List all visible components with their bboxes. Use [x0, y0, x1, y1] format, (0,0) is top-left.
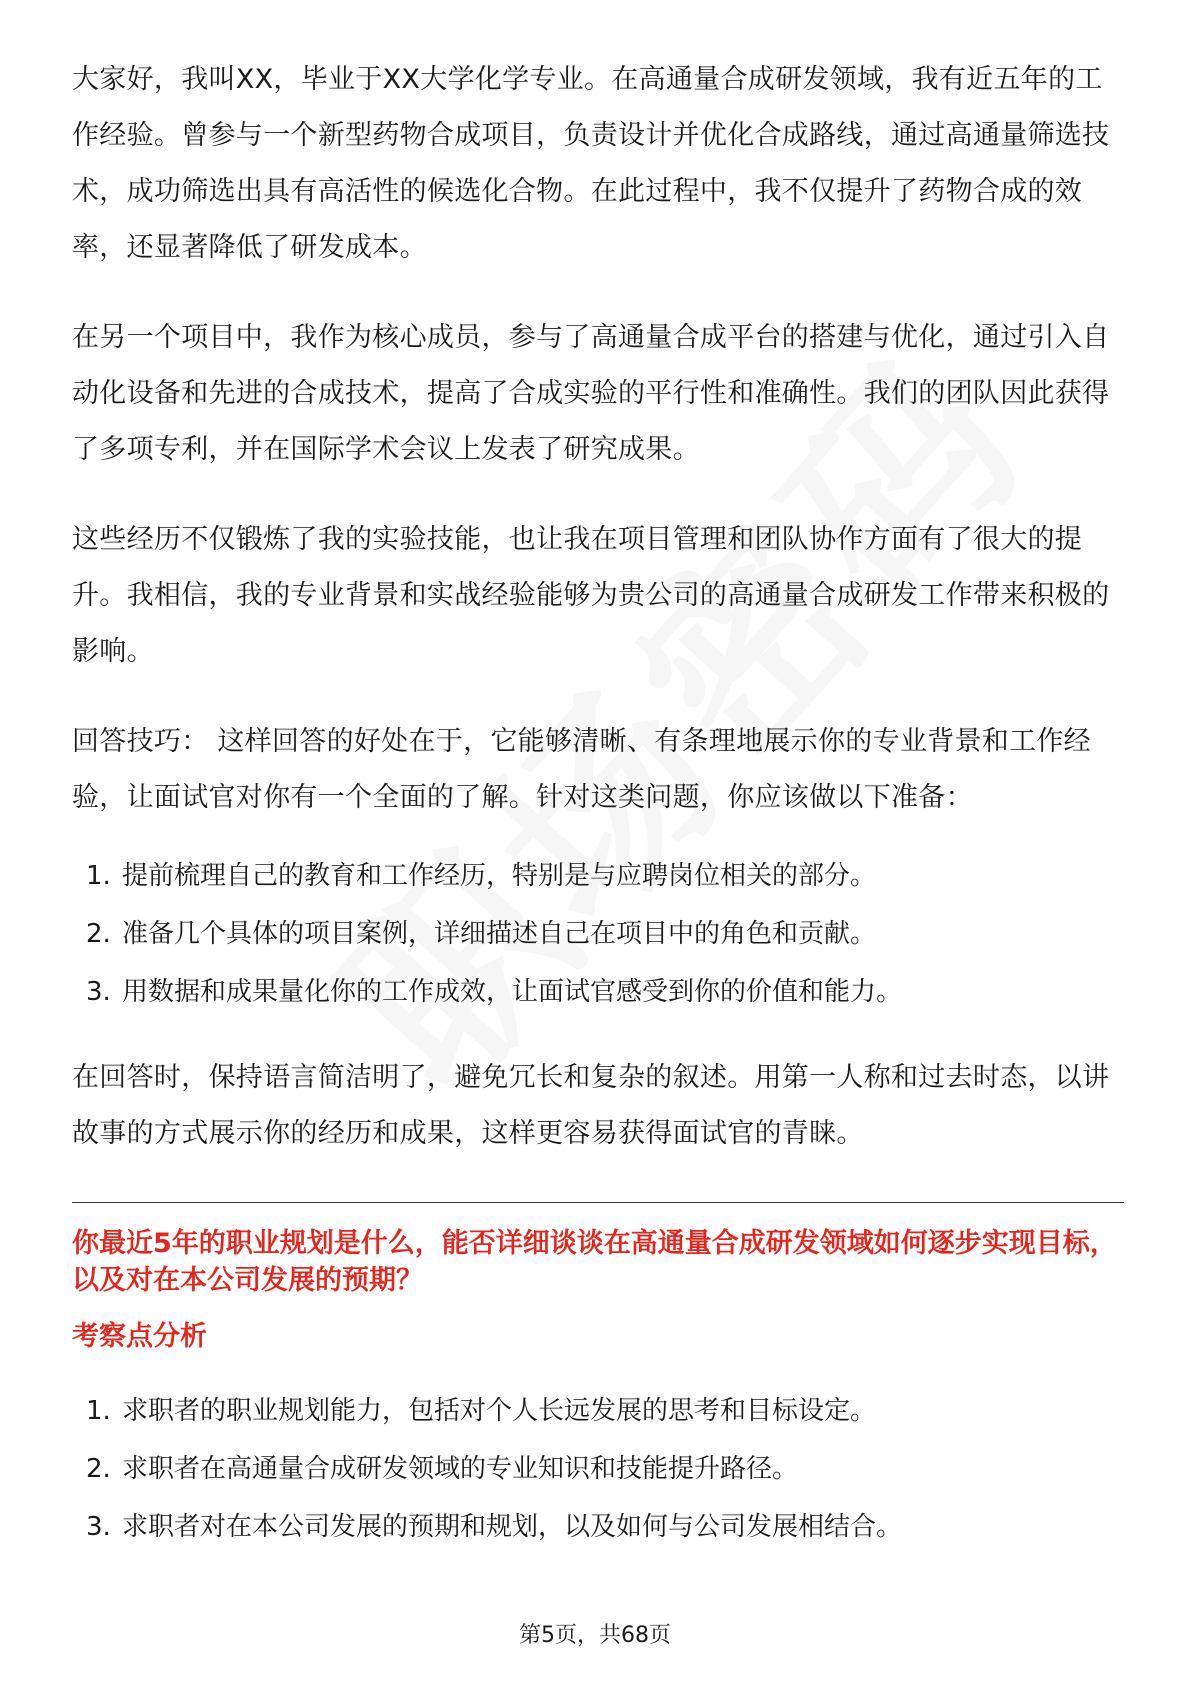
list-item: [72, 848, 1124, 904]
list-item: [72, 1383, 1124, 1439]
document-body: [72, 52, 1124, 1585]
list-number: 3.: [86, 977, 111, 1007]
list-item-text: 求职者的职业规划能力，包括对个人长远发展的思考和目标设定。: [122, 1396, 877, 1426]
analysis-heading: 考察点分析: [72, 1321, 207, 1352]
list-item-text: 提前梳理自己的教育和工作经历，特别是与应聘岗位相关的部分。: [122, 861, 877, 891]
list-item: [72, 1441, 1124, 1497]
list-item-text: 求职者在高通量合成研发领域的专业知识和技能提升路径。: [122, 1454, 799, 1484]
list-item: [72, 906, 1124, 962]
closing-paragraph: 在回答时，保持语言简洁明了，避免冗长和复杂的叙述。用第一人称和过去时态，以讲故事的方式展示你的经历和成果，这样更容易获得面试官的青睐。: [72, 1062, 1110, 1149]
list-number: 2.: [86, 919, 111, 949]
analysis-list: [72, 1383, 1124, 1555]
list-number: 2.: [86, 1454, 111, 1484]
list-item: [72, 964, 1124, 1020]
experience-paragraph: 这些经历不仅锻炼了我的实验技能，也让我在项目管理和团队协作方面有了很大的提升。我相信，我的专业背景和实战经验能够为贵公司的高通量合成研发工作带来积极的影响。: [72, 524, 1110, 667]
section-divider: [72, 1202, 1124, 1203]
list-number: 1.: [86, 861, 111, 891]
list-item-text: 求职者对在本公司发展的预期和规划，以及如何与公司发展相结合。: [122, 1512, 903, 1542]
list-item-text: 用数据和成果量化你的工作成效，让面试官感受到你的价值和能力。: [122, 977, 903, 1007]
page-footer: 第5页，共68页: [519, 1623, 671, 1648]
list-item-text: 准备几个具体的项目案例，详细描述自己在项目中的角色和贡献。: [122, 919, 877, 949]
answer-tips-paragraph: 回答技巧： 这样回答的好处在于，它能够清晰、有条理地展示你的专业背景和工作经验，让面试官对你有一个全面的了解。针对这类问题，你应该做以下准备：: [72, 726, 1091, 813]
interview-question: 你最近5年的职业规划是什么，能否详细谈谈在高通量合成研发领域如何逐步实现目标，以及对在本公司发展的预期？: [72, 1228, 1117, 1296]
list-number: 1.: [86, 1396, 111, 1426]
intro-paragraph: 大家好，我叫XX，毕业于XX大学化学专业。在高通量合成研发领域，我有近五年的工作经验。曾参与一个新型药物合成项目，负责设计并优化合成路线，通过高通量筛选技术，成功筛选出具有高活性的候选化合物。在此过程中，我不仅提升了药物合成的效率，还显著降低了研发成本。: [72, 64, 1110, 263]
tips-list: [72, 848, 1124, 1020]
list-item: [72, 1499, 1124, 1555]
list-number: 3.: [86, 1512, 111, 1542]
project-paragraph: 在另一个项目中，我作为核心成员，参与了高通量合成平台的搭建与优化，通过引入自动化设备和先进的合成技术，提高了合成实验的平行性和准确性。我们的团队因此获得了多项专利，并在国际学术会议上发表了研究成果。: [72, 322, 1110, 465]
